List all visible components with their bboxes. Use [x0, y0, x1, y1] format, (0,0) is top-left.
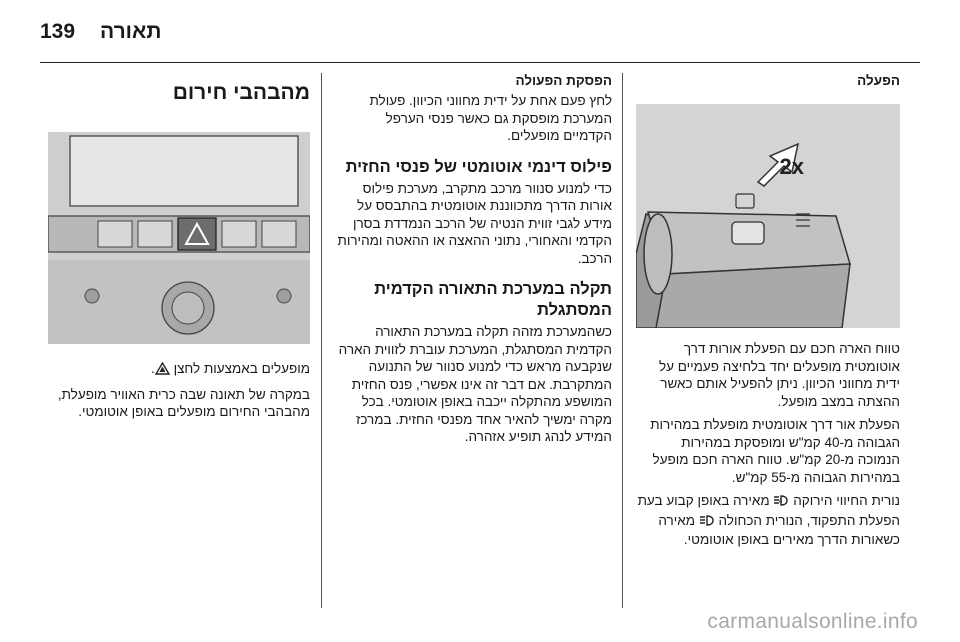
header-rule	[40, 62, 920, 63]
section-name: תאורה	[100, 20, 162, 43]
deactivation-heading: הפסקת הפעולה	[515, 73, 612, 88]
hazard-switch-illustration	[48, 132, 310, 344]
blue-high-beam-icon	[699, 514, 715, 532]
hazard-text-b: .	[151, 361, 155, 376]
dynamic-leveling-heading: פילוס דינמי אוטומטי של פנסי החזית	[345, 157, 612, 176]
column-divider-left	[321, 73, 322, 608]
column-divider-right	[622, 73, 623, 608]
middle-column	[334, 72, 612, 452]
activation-heading: הפעלה	[857, 73, 900, 88]
hazard-lights-heading: מהבהבי חירום	[172, 81, 310, 104]
activation-paragraph-2: הפעלת אור דרך אוטומטית מופעלת במהירות הגבוהה מ-40 קמ"ש ומופסקת במהירות הנמוכה מ-20 קמ"ש. טווח הארה חכם מופעל במהירות הגבוהה מ-55 קמ"ש.	[650, 417, 900, 485]
adaptive-lighting-fault-heading: תקלה במערכת התאורה הקדמית המסתגלת	[374, 280, 612, 319]
indicator-text-a: נורית החיווי הירוקה	[793, 493, 900, 508]
svg-text:A: A	[779, 498, 783, 505]
turn-signal-lever-illustration	[636, 104, 900, 328]
hazard-paragraph-1	[40, 360, 310, 380]
deactivation-paragraph: לחץ פעם אחת על ידית מחווני הכיוון. פעולת המערכת מופסקת גם כאשר פנסי הערפל הקדמיים מופעלים.	[369, 93, 612, 143]
hazard-paragraph-2: במקרה של תאונה שבה כרית האוויר מופעלת, מהבהבי החירום מופעלים באופן אוטומטי.	[57, 386, 310, 419]
adaptive-lighting-fault-paragraph: כשהמערכת מזהה תקלה במערכת התאורה הקדמית המסתגלת, המערכת עוברת לזווית הארה שנקבעה מראש כדי למנוע סנוור של התנועה המתקרבת. אם דבר זה אינו אפשרי, פנס החזית המושפע מהתקלה ייכבה באופן אוטומטי. בכל מקרה ימשיך להאיר אחד מפנסי החזית. במרכז המידע לנהג תופיע אזהרה.	[338, 324, 612, 444]
lever-drawing	[636, 104, 900, 328]
indicator-paragraph	[636, 492, 900, 549]
right-column	[636, 72, 900, 555]
page-number: 139	[40, 20, 76, 43]
dynamic-leveling-paragraph: כדי למנוע סנוור מרכב מתקרב, מערכת פילוס אורות הדרך מתכווננת אוטומטית בהתבסס על מידע לגבי זווית הנטיה של הרכב הנמדדת בסרן הקדמי והאחורי, נתוני ההאצה או ההאטה ומהירות הרכב.	[337, 180, 612, 266]
activation-paragraph-1: טווח הארה חכם עם הפעלת אורות דרך אוטומטית מופעלים יחד בלחיצה פעמיים על ידית מחווני הכיוון. ניתן להפעיל אותם כאשר ההצתה במצב מופעל.	[659, 341, 900, 409]
indicator-text-c: מאירה כשאורות הדרך מאירים באופן אוטומטי.	[658, 512, 900, 547]
hazard-triangle-icon	[155, 362, 170, 380]
green-auto-high-beam-icon	[773, 494, 789, 512]
page-header	[40, 14, 920, 54]
left-column	[40, 72, 310, 427]
hazard-text-a: מופעלים באמצעות לחצן	[173, 361, 310, 376]
indicator-text-b: מאירה באופן קבוע בעת הפעלת התפקוד, הנורית הכחולה	[637, 493, 900, 528]
double-press-label: 2x	[779, 154, 804, 179]
dashboard-drawing	[48, 132, 310, 344]
site-watermark: carmanualsonline.info	[707, 610, 918, 633]
